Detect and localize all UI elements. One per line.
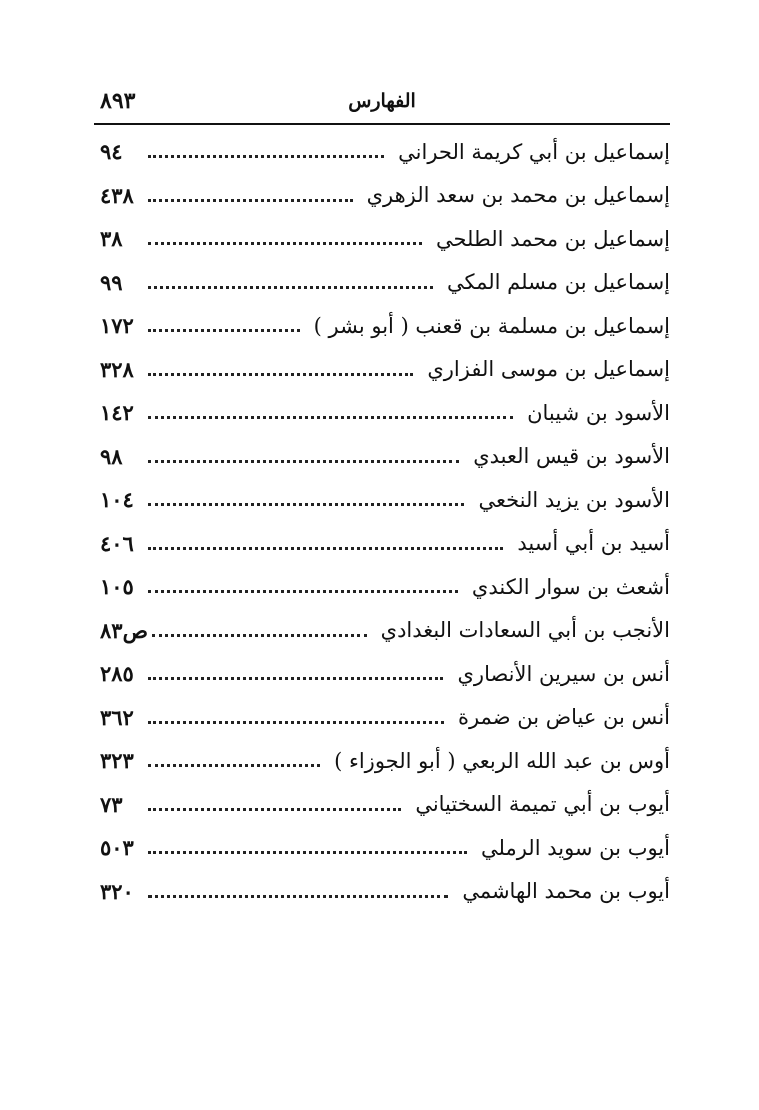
entry-page: ص٨٣ (100, 617, 148, 643)
index-entry (100, 739, 670, 783)
page-number: ٨٩٣ (100, 88, 136, 114)
entry-page: ١٠٤ (100, 487, 134, 513)
dot-leader (148, 547, 503, 550)
entry-name: أيوب بن سويد الرملي (481, 835, 670, 860)
index-entry (100, 261, 670, 305)
entry-page: ٣٦٢ (100, 704, 134, 730)
index-entry (100, 609, 670, 653)
entry-name: الأسود بن قيس العبدي (473, 444, 670, 469)
entry-page: ٩٤ (100, 139, 123, 165)
dot-leader (148, 677, 443, 680)
dot-leader (148, 851, 467, 854)
entry-name: أيوب بن أبي تميمة السختياني (415, 792, 670, 817)
entry-name: أنس بن عياض بن ضمرة (457, 705, 670, 730)
dot-leader (148, 416, 513, 419)
dot-leader (148, 155, 384, 158)
index-entry (100, 391, 670, 435)
dot-leader (148, 721, 444, 724)
index-entry (100, 435, 670, 479)
dot-leader (148, 808, 401, 811)
index-entry (100, 696, 670, 740)
dot-leader (148, 373, 413, 376)
entry-name: إسماعيل بن محمد الطلحي (435, 226, 670, 251)
entry-name: إسماعيل بن محمد بن سعد الزهري (366, 183, 670, 208)
entry-name: أوس بن عبد الله الربعي ( أبو الجوزاء ) (334, 748, 670, 773)
page-title: الفهارس (348, 90, 416, 112)
entry-page: ٣٢٨ (100, 356, 134, 382)
entry-name: الأسود بن شيبان (527, 400, 670, 425)
entry-page: ٩٨ (100, 443, 123, 469)
index-list (100, 130, 670, 913)
entry-name: الأسود بن يزيد النخعي (478, 487, 670, 512)
header-divider (94, 123, 670, 125)
entry-page: ١٤٢ (100, 400, 134, 426)
index-entry (100, 130, 670, 174)
dot-leader (148, 242, 422, 245)
dot-leader (148, 199, 353, 202)
index-entry (100, 217, 670, 261)
index-entry (100, 565, 670, 609)
entry-page: ٤٣٨ (100, 182, 134, 208)
index-entry (100, 826, 670, 870)
entry-name: أيوب بن محمد الهاشمي (462, 879, 670, 904)
entry-name: إسماعيل بن موسى الفزاري (427, 357, 670, 382)
dot-leader (152, 634, 367, 637)
entry-page: ٢٨٥ (100, 661, 134, 687)
index-entry (100, 348, 670, 392)
entry-name: الأنجب بن أبي السعادات البغدادي (380, 618, 670, 643)
entry-page: ٥٠٣ (100, 835, 134, 861)
index-entry (100, 174, 670, 218)
entry-page: ٤٠٦ (100, 530, 134, 556)
dot-leader (148, 503, 464, 506)
entry-name: إسماعيل بن أبي كريمة الحراني (398, 139, 670, 164)
entry-name: أنس بن سيرين الأنصاري (457, 661, 670, 686)
entry-page: ٣٢٣ (100, 748, 134, 774)
index-entry (100, 522, 670, 566)
entry-name: إسماعيل بن مسلم المكي (447, 270, 670, 295)
index-entry (100, 783, 670, 827)
index-entry (100, 304, 670, 348)
entry-page: ٧٣ (100, 791, 123, 817)
dot-leader (148, 286, 433, 289)
entry-name: إسماعيل بن مسلمة بن قعنب ( أبو بشر ) (313, 313, 670, 338)
dot-leader (148, 460, 459, 463)
entry-page: ١٧٢ (100, 313, 134, 339)
entry-page: ٩٩ (100, 269, 123, 295)
page-header (94, 88, 670, 122)
dot-leader (148, 590, 458, 593)
index-entry (100, 652, 670, 696)
entry-name: أشعث بن سوار الكندي (471, 574, 670, 599)
index-entry (100, 870, 670, 914)
dot-leader (148, 895, 448, 898)
entry-page: ١٠٥ (100, 574, 134, 600)
dot-leader (148, 329, 300, 332)
entry-page: ٣٨ (100, 226, 123, 252)
entry-page: ٣٢٠ (100, 878, 134, 904)
index-entry (100, 478, 670, 522)
entry-name: أسيد بن أبي أسيد (517, 531, 670, 556)
dot-leader (148, 764, 320, 767)
